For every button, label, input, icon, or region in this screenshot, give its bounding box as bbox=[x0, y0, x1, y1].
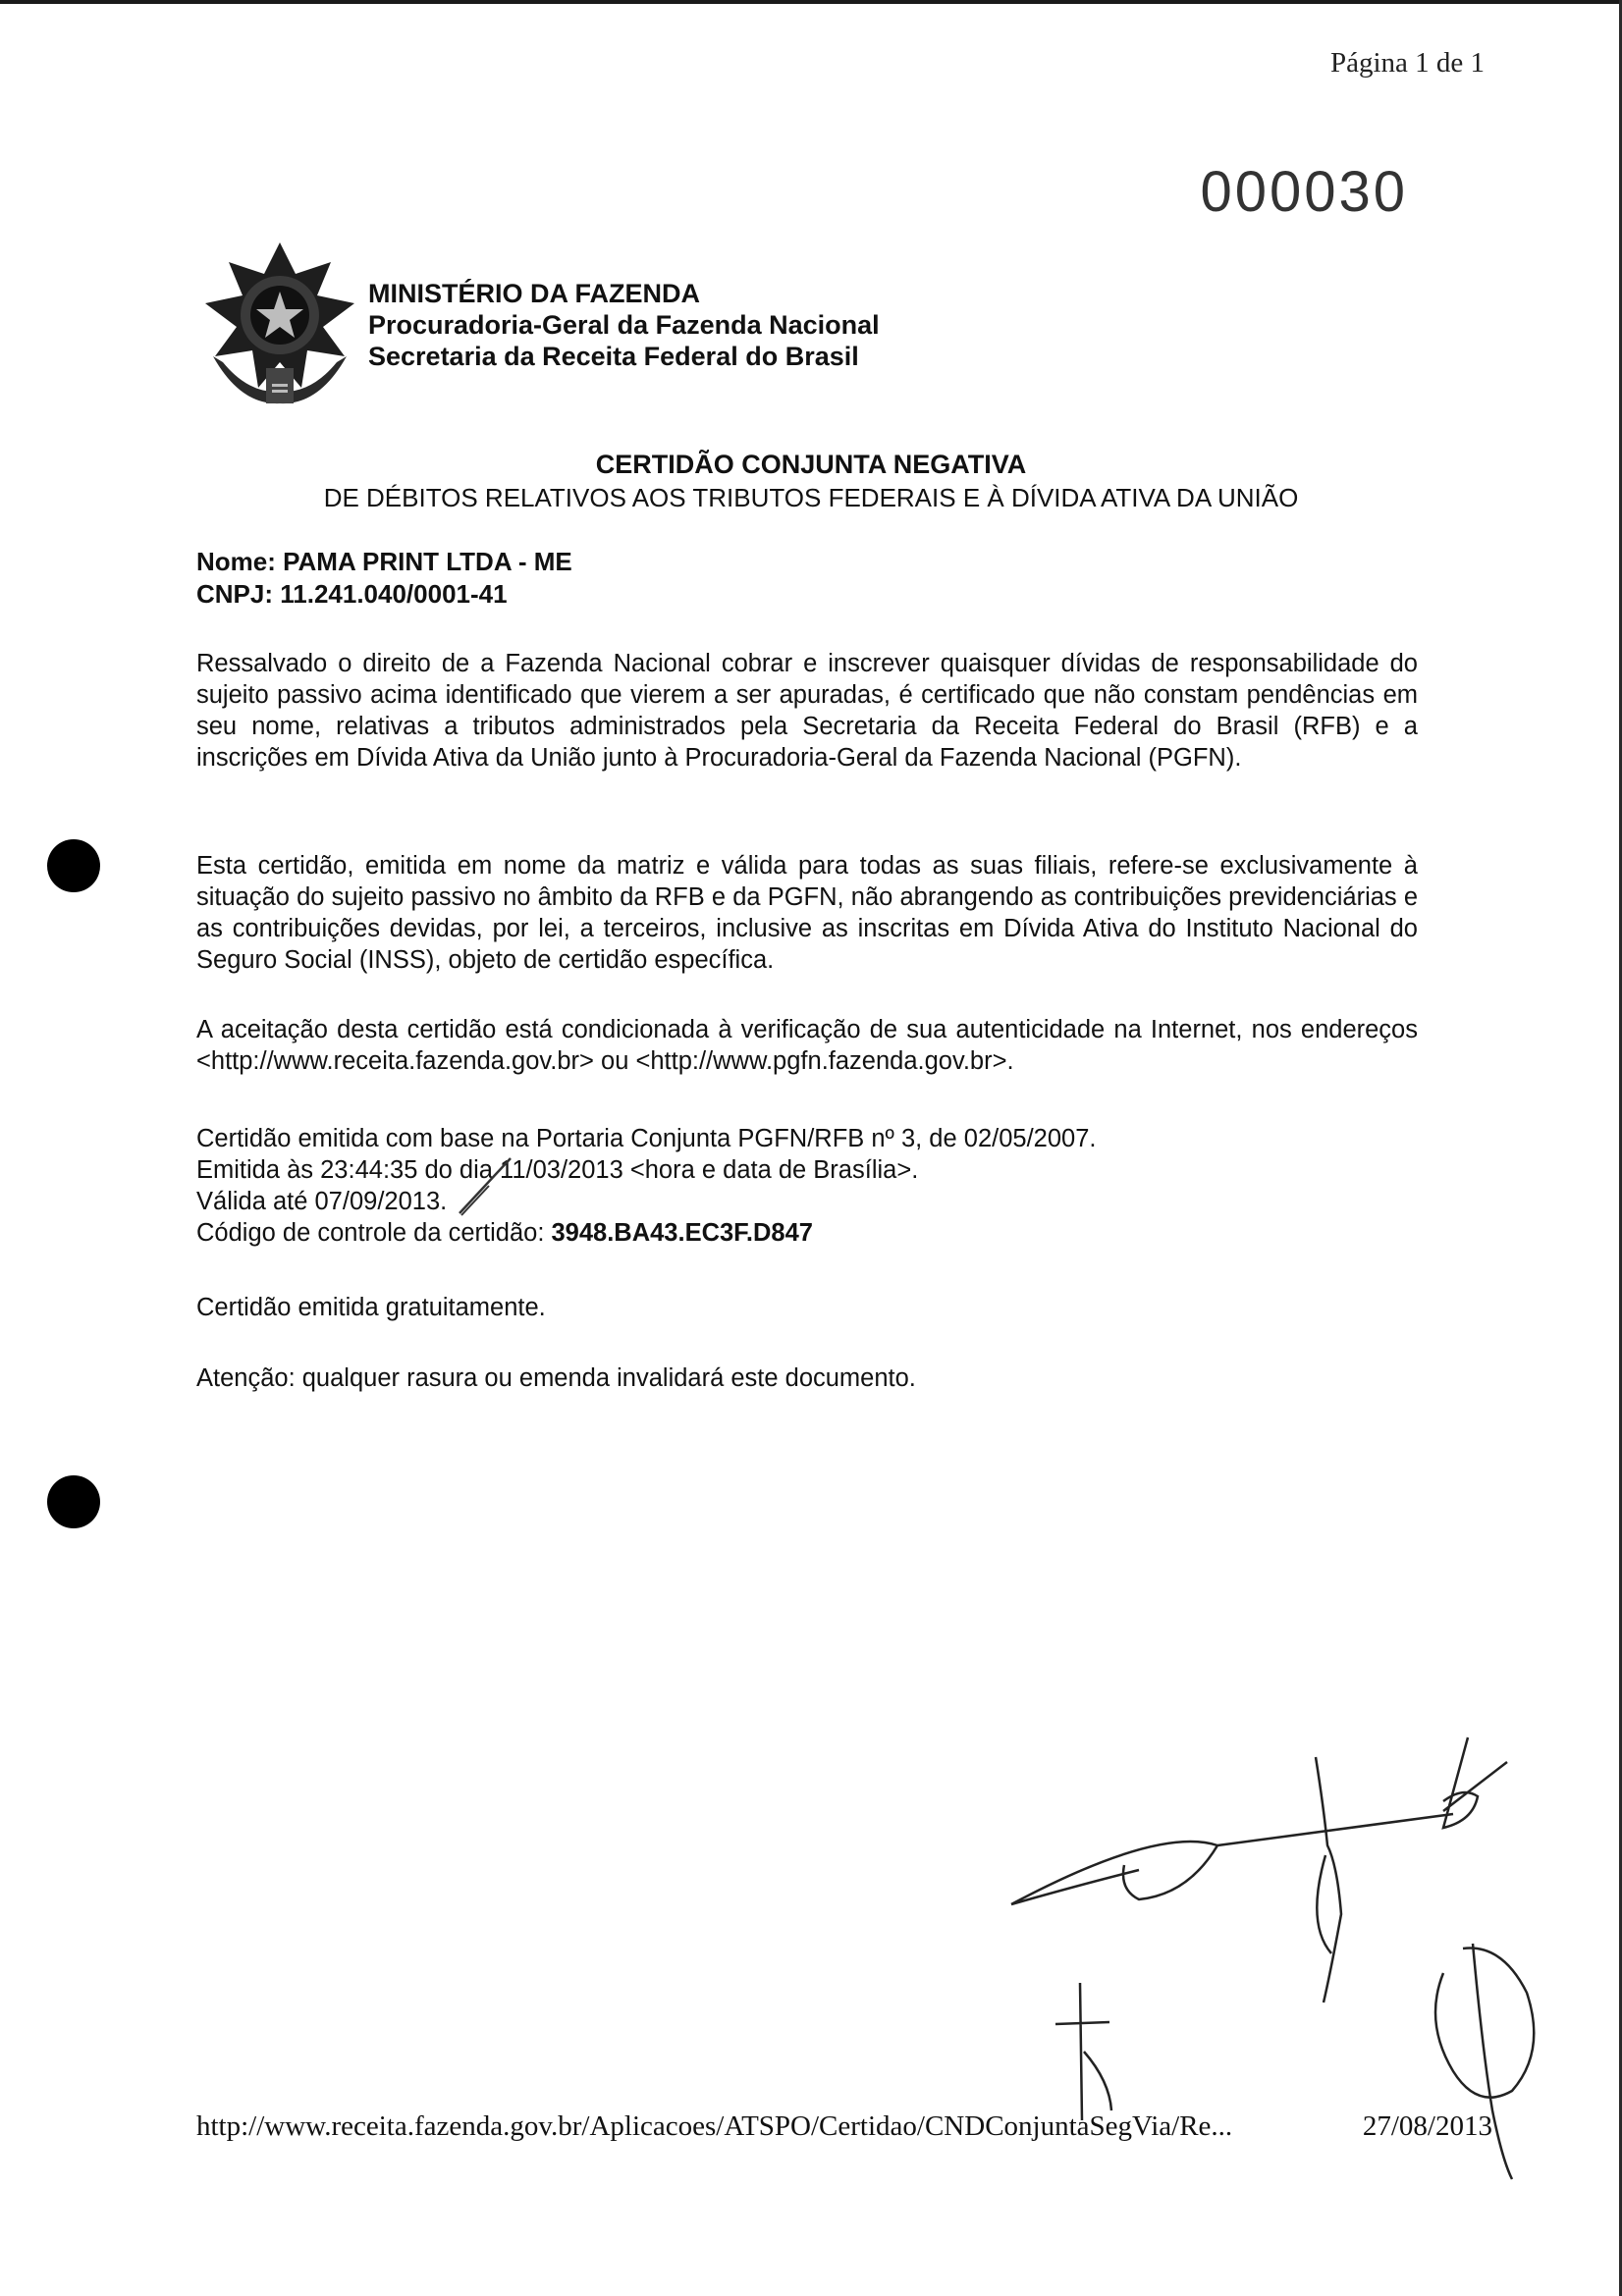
coat-of-arms-icon bbox=[201, 240, 358, 409]
document-subtitle: DE DÉBITOS RELATIVOS AOS TRIBUTOS FEDERAIS E À DÍVIDA ATIVA DA UNIÃO bbox=[323, 483, 1299, 512]
secretariat-name: Secretaria da Receita Federal do Brasil bbox=[368, 342, 859, 371]
issued-at: Emitida às 23:44:35 do dia 11/03/2013 <hora e data de Brasília>. bbox=[196, 1156, 919, 1184]
valid-until: Válida até 07/09/2013. bbox=[196, 1188, 448, 1215]
punch-hole bbox=[47, 839, 100, 892]
stamp-number: 000030 bbox=[1200, 160, 1408, 224]
print-date: 27/08/2013 bbox=[1362, 2110, 1492, 2142]
taxpayer-cnpj: CNPJ: 11.241.040/0001-41 bbox=[196, 579, 508, 609]
document-title: CERTIDÃO CONJUNTA NEGATIVA bbox=[595, 450, 1027, 479]
control-code-line bbox=[196, 1217, 1096, 1249]
punch-hole bbox=[47, 1475, 100, 1528]
alteration-warning: Atenção: qualquer rasura ou emenda invalidará este documento. bbox=[196, 1364, 916, 1392]
scan-edge-top bbox=[0, 0, 1622, 4]
print-footer bbox=[196, 2110, 1492, 2143]
issuer-header bbox=[368, 278, 880, 372]
issuance-details bbox=[196, 1123, 1096, 1249]
source-url: http://www.receita.fazenda.gov.br/Aplicacoes/ATSPO/Certidao/CNDConjuntaSegVia/Re... bbox=[196, 2110, 1233, 2142]
attorney-office-name: Procuradoria-Geral da Fazenda Nacional bbox=[368, 310, 880, 340]
legal-basis: Certidão emitida com base na Portaria Conjunta PGFN/RFB nº 3, de 02/05/2007. bbox=[196, 1125, 1097, 1152]
certification-paragraph: Ressalvado o direito de a Fazenda Nacional cobrar e inscrever quaisquer dívidas de responsabilidade do sujeito passivo acima identificado que vierem a ser apuradas, é certificado que não constam pendências em seu nome, relativas a tributos administrados pela Secretaria da Receita Federal do Brasil (RFB) e a inscrições em Dívida Ativa da União junto à Procuradoria-Geral da Fazenda Nacional (PGFN). bbox=[196, 650, 1418, 772]
taxpayer-identification bbox=[196, 546, 572, 611]
authenticity-paragraph: A aceitação desta certidão está condicionada à verificação de sua autenticidade na Internet, nos endereços <http://www.receita.fazenda.gov.br> ou <http://www.pgfn.fazenda.gov.br>. bbox=[196, 1016, 1418, 1075]
scope-paragraph: Esta certidão, emitida em nome da matriz e válida para todas as suas filiais, refere-se exclusivamente à situação do sujeito passivo no âmbito da RFB e da PGFN, não abrangendo as contribuições previdenciárias e as contribuições devidas, por lei, a terceiros, inclusive as inscritas em Dívida Ativa do Instituto Nacional do Seguro Social (INSS), objeto de certidão específica. bbox=[196, 852, 1418, 974]
ministry-name: MINISTÉRIO DA FAZENDA bbox=[368, 279, 701, 308]
free-issuance-notice: Certidão emitida gratuitamente. bbox=[196, 1294, 546, 1321]
initials-signature bbox=[1435, 1944, 1534, 2179]
initials-signature bbox=[1316, 1757, 1341, 2002]
page-number: Página 1 de 1 bbox=[1329, 47, 1485, 79]
control-code-label: Código de controle da certidão: bbox=[196, 1219, 552, 1247]
initials-signature bbox=[1055, 1983, 1111, 2120]
taxpayer-name: Nome: PAMA PRINT LTDA - ME bbox=[196, 547, 572, 576]
control-code: 3948.BA43.EC3F.D847 bbox=[551, 1219, 813, 1247]
initials-signature bbox=[1011, 1737, 1507, 1904]
